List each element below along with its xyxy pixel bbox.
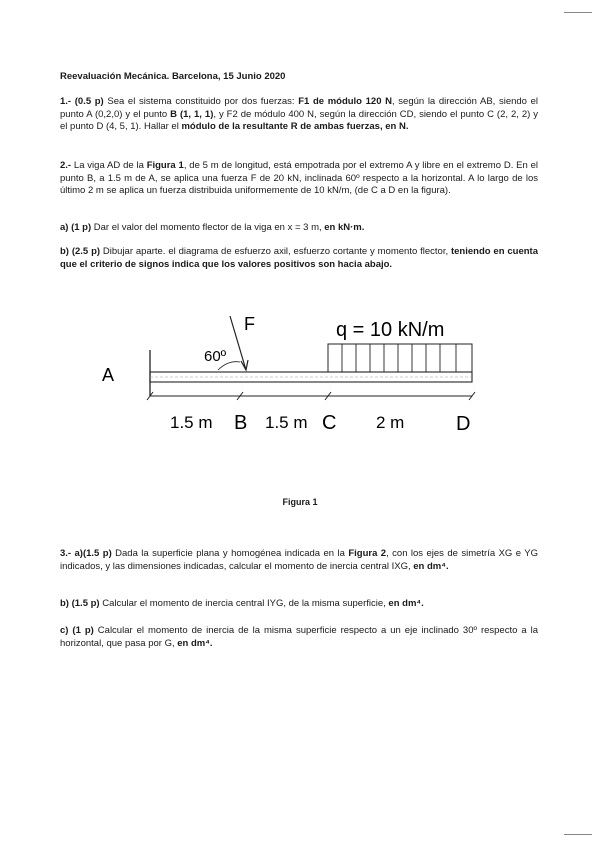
dim-cd-label: 2 m xyxy=(376,413,405,432)
beam-figure xyxy=(100,300,520,450)
point-d-label: D xyxy=(456,413,471,435)
q1-point-b: B (1, 1, 1) xyxy=(170,108,214,120)
q1-text: , según la dirección AB, siendo el punto A (0,2,0) y el punto xyxy=(60,96,539,120)
q3b-text: Calcular el momento de inercia central IYG, de la misma superficie, xyxy=(99,598,389,609)
q2-label: 2.- xyxy=(60,160,72,171)
scan-edge-mark xyxy=(564,12,592,13)
q3c-label: c) (1 p) xyxy=(60,625,94,636)
question-3b xyxy=(60,598,538,611)
distributed-load xyxy=(328,344,472,372)
q2b-label: b) (2.5 p) xyxy=(60,246,101,257)
q1-ask: módulo de la resultante R de ambas fuerzas, en N. xyxy=(181,121,409,132)
q2a-label: a) (1 p) xyxy=(60,222,92,233)
exam-title: Reevaluación Mecánica. Barcelona, 15 Junio 2020 xyxy=(60,71,286,82)
q3c-units: en dm⁴. xyxy=(177,637,213,649)
q2-figure-ref: Figura 1 xyxy=(146,160,184,171)
q1-f1: F1 de módulo 120 N xyxy=(298,96,392,107)
question-1 xyxy=(60,96,538,134)
figure-caption: Figura 1 xyxy=(282,497,318,507)
dim-ab-label: 1.5 m xyxy=(170,413,213,432)
q3a-label: 3.- a)(1.5 p) xyxy=(60,548,112,559)
question-2b xyxy=(60,246,538,271)
q3a-text: , con los ejes de simetría XG e YG indicados, y las dimensiones indicadas, calcular el momento de inercia central IXG, xyxy=(60,548,538,572)
point-b-label: B xyxy=(234,412,248,434)
force-label: F xyxy=(244,314,255,334)
question-3c xyxy=(60,625,538,650)
q2a-units: en kN·m. xyxy=(324,222,365,233)
q3b-label: b) (1.5 p) xyxy=(60,598,100,609)
q2-text: , de 5 m de longitud, está empotrada por el extremo A y libre en el extremo D. En el punto B, a 1.5 m de A, se aplica una fuerza F de 20 kN, inclinada 60º respecto a la horizontal. A lo largo de los último 2 m se aplica un fuerza distribuida uniformemente de 10 kN/m, (de C a D en la figura). xyxy=(60,160,539,196)
q2b-text: Dibujar aparte. el diagrama de esfuerzo axil, esfuerzo cortante y momento flector, xyxy=(100,246,451,257)
q3a-figure-ref: Figura 2 xyxy=(348,548,387,559)
point-c-label: C xyxy=(322,412,337,434)
question-2 xyxy=(60,160,538,198)
q2b-sign-criterion: teniendo en cuenta que el criterio de signos indica que los valores positivos son hacia abajo. xyxy=(60,246,538,270)
dim-bc-label: 1.5 m xyxy=(265,413,308,432)
load-label: q = 10 kN/m xyxy=(336,319,445,341)
q3c-text: Calcular el momento de inercia de la misma superficie respecto a un eje inclinado 30º respecto a la horizontal, que pasa por G, xyxy=(60,625,539,649)
question-3a xyxy=(60,548,538,573)
q2-text: La viga AD de la xyxy=(71,160,147,171)
q3b-units: en dm⁴. xyxy=(388,598,424,609)
q3a-text: Dada la superficie plana y homogénea indicada en la xyxy=(111,548,349,559)
distributed-load-arrows xyxy=(342,344,456,372)
q3a-units: en dm⁴. xyxy=(413,560,449,572)
q1-text: Sea el sistema constituido por dos fuerzas: xyxy=(103,96,299,107)
angle-label: 60º xyxy=(204,348,227,365)
point-a-label: A xyxy=(102,365,115,385)
q1-text: , y F2 de módulo 400 N, según la dirección CD, siendo el punto C (2, 2, 2) y el punto D (4, 5, 1). Hallar el xyxy=(60,108,538,132)
scan-edge-mark xyxy=(564,834,592,835)
q1-label: 1.- (0.5 p) xyxy=(60,96,104,107)
q2a-text: Dar el valor del momento flector de la viga en x = 3 m, xyxy=(91,222,325,233)
question-2a xyxy=(60,222,538,235)
